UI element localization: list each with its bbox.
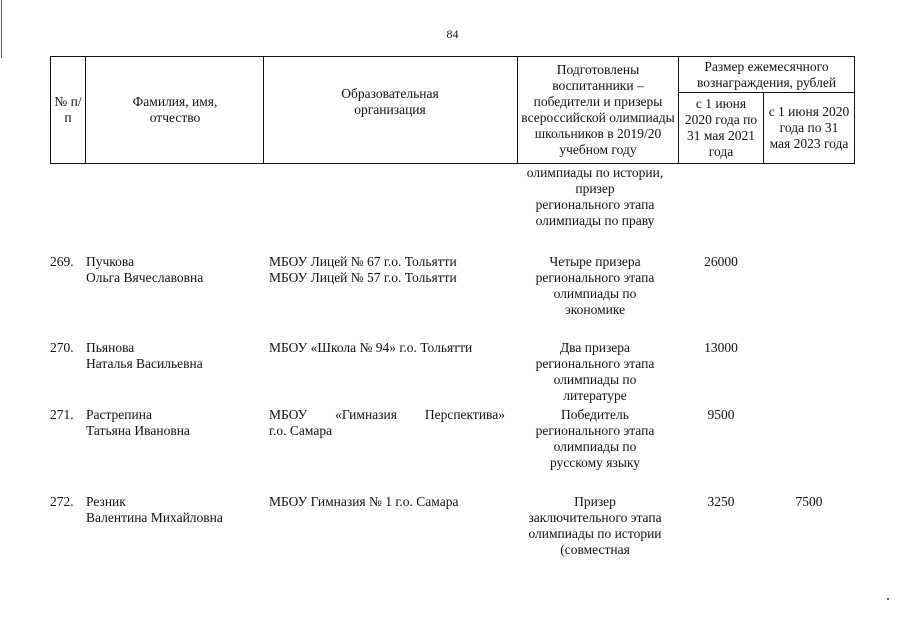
header-num	[51, 57, 85, 163]
row-269-award-1: 26000	[704, 254, 738, 269]
row-271-award-1: 9500	[707, 407, 735, 422]
row-270-achievement: Два призера регионального этапа олимпиады по литературе	[535, 340, 655, 403]
header-period-1	[684, 93, 758, 163]
header-prepared	[518, 57, 678, 163]
row-270-num: 270.	[50, 340, 74, 355]
header-prepared-label: Подготовлены воспитанники – победители и призеры всероссийской олимпиады школьников в 2019/20 учебном году	[521, 62, 675, 157]
row-272-achievement: Призер заключительного этапа олимпиады по истории (совместная	[528, 494, 662, 557]
table-header	[50, 56, 855, 164]
header-divider-5	[763, 92, 764, 164]
row-272-org: МБОУ Гимназия № 1 г.о. Самара	[269, 494, 459, 509]
scan-edge-mark	[1, 0, 2, 58]
row-269-num: 269.	[50, 254, 74, 269]
row-270-award-1: 13000	[704, 340, 738, 355]
header-org	[310, 57, 470, 147]
row-269-name: Пучкова Ольга Вячеславовна	[86, 254, 204, 285]
row-272-name: Резник Валентина Михайловна	[86, 494, 223, 525]
row-270-org: МБОУ «Школа № 94» г.о. Тольятти	[269, 340, 473, 355]
row-271-achievement: Победитель регионального этапа олимпиады по русскому языку	[535, 407, 655, 470]
row-272-num: 272.	[50, 494, 74, 509]
header-award-label: Размер ежемесячного вознаграждения, рублей	[696, 58, 837, 90]
continuation-achievement: олимпиады по истории, призер регионального этапа олимпиады по праву	[526, 165, 664, 228]
header-award	[679, 57, 854, 92]
row-271-name: Растрепина Татьяна Ивановна	[86, 407, 190, 438]
row-269-achievement: Четыре призера регионального этапа олимпиады по экономике	[535, 254, 655, 317]
row-271-num: 271.	[50, 407, 74, 422]
header-name	[110, 57, 240, 163]
row-271-org: МБОУ «Гимназия Перспектива» г.о. Самара	[269, 407, 505, 438]
row-269-org: МБОУ Лицей № 67 г.о. Тольятти МБОУ Лицей № 57 г.о. Тольятти	[269, 254, 457, 285]
header-border-bottom	[50, 163, 855, 164]
header-period-2-label: с 1 июня 2020 года по 31 мая 2023 года	[768, 104, 850, 151]
header-num-label: № п/п	[54, 94, 82, 125]
header-divider-1	[85, 56, 86, 164]
page-number: 84	[446, 27, 459, 41]
row-272-award-2: 7500	[795, 494, 823, 509]
scan-dot	[887, 598, 889, 600]
header-period-1-label: с 1 июня 2020 года по 31 мая 2021 года	[684, 96, 758, 159]
header-name-label: Фамилия, имя, отчество	[132, 94, 218, 125]
header-org-label: Образовательная организация	[341, 86, 439, 117]
header-divider-2	[263, 56, 264, 164]
row-270-name: Пьянова Наталья Васильевна	[86, 340, 203, 371]
header-border-right	[854, 56, 855, 164]
row-272-award-1: 3250	[707, 494, 735, 509]
header-period-2	[768, 93, 850, 163]
